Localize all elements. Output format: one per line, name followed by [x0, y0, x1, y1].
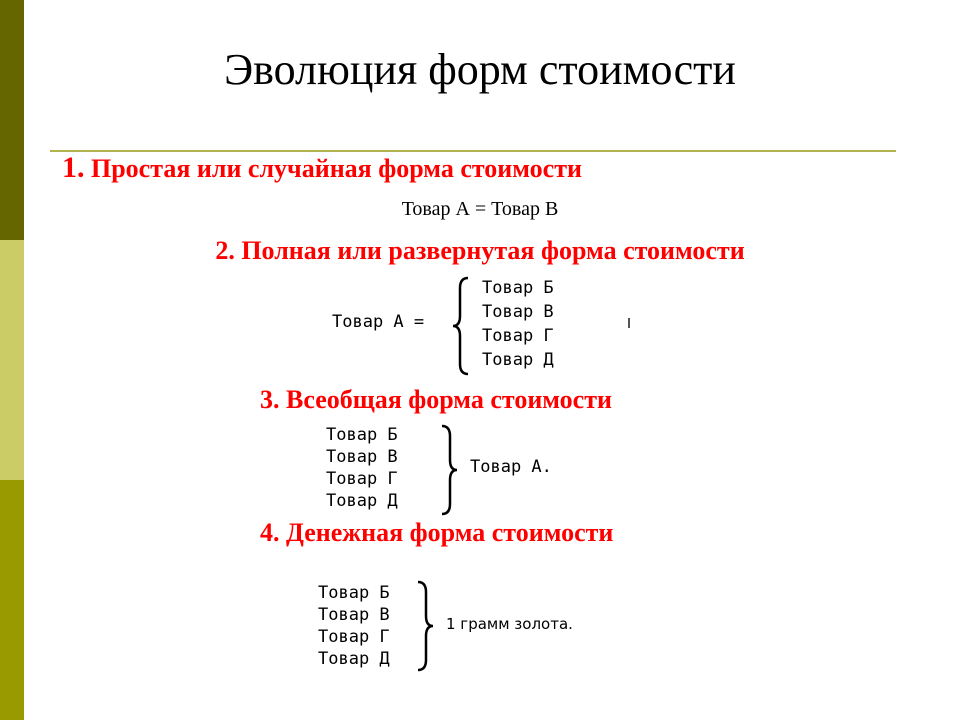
section-2-brace — [450, 276, 472, 376]
list-item: Товар Д — [318, 649, 390, 669]
section-1-number: 1. — [62, 151, 85, 184]
section-4-right-term: 1 грамм золота. — [446, 615, 573, 633]
slide-title: Эволюция форм стоимости — [224, 45, 736, 94]
sidebar-decoration — [0, 0, 24, 720]
section-3-items — [326, 424, 398, 512]
list-item: Товар Б — [318, 583, 390, 603]
section-3-brace — [438, 424, 460, 516]
list-item: Товар Г — [318, 627, 390, 647]
section-4-heading: 4. Денежная форма стоимости — [260, 518, 614, 547]
list-item: Товар Д — [326, 491, 398, 511]
section-2-left-term: Товар А = — [332, 312, 425, 332]
section-3-heading: 3. Всеобщая форма стоимости — [260, 385, 612, 414]
list-item: Товар В — [318, 605, 390, 625]
list-item: Товар В — [326, 447, 398, 467]
section-1-title: Простая или случайная форма стоимости — [91, 154, 582, 183]
sidebar-block-mid — [0, 480, 24, 720]
list-item: Товар Б — [326, 425, 398, 445]
section-1-equation: Товар А = Товар В — [401, 198, 559, 220]
list-item: Товар Д — [482, 350, 554, 370]
stray-mark — [628, 318, 630, 328]
section-4-items — [318, 582, 390, 670]
list-item: Товар Г — [482, 326, 554, 346]
section-3-right-term: Товар А. — [470, 457, 552, 477]
section-2-items — [482, 276, 554, 372]
sidebar-block-light — [0, 240, 24, 480]
list-item: Товар Г — [326, 469, 398, 489]
list-item: Товар В — [482, 302, 554, 322]
section-1-heading — [62, 151, 582, 185]
section-2-heading: 2. Полная или развернутая форма стоимости — [215, 236, 745, 265]
section-4-brace — [414, 580, 436, 672]
list-item: Товар Б — [482, 278, 554, 298]
